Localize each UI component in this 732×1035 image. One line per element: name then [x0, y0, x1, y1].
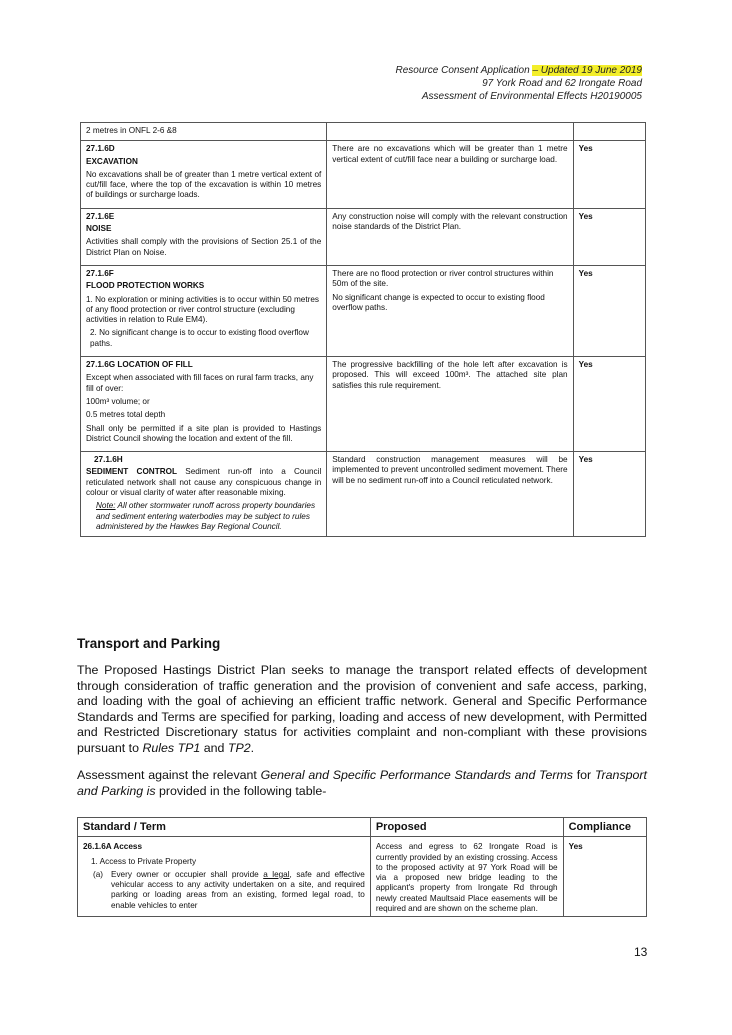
section-heading: Transport and Parking [77, 636, 221, 651]
rule-cell [81, 265, 327, 356]
rule-text: Activities shall comply with the provisions of Section 25.1 of the District Plan on Noise. [86, 237, 322, 257]
rule-title: EXCAVATION [86, 156, 138, 166]
rule-text: 2 metres in ONFL 2-6 &8 [86, 126, 177, 135]
table-row [81, 208, 646, 265]
column-header-proposed: Proposed [370, 818, 563, 837]
transport-standards-table [77, 817, 647, 917]
rule-note [96, 501, 321, 532]
rule-text: Shall only be permitted if a site plan is provided to Hastings District Council showing the location and extent of the fill. [86, 423, 322, 443]
rule-code: 26.1.6A Access [83, 842, 143, 852]
rule-code: 27.1.6E [86, 211, 115, 221]
rule-cell [81, 123, 327, 141]
rule-code: 27.1.6D [86, 144, 115, 154]
rule-code: 27.1.6F [86, 268, 114, 278]
rule-item: 2. No significant change is to occur to existing flood overflow paths. [90, 328, 309, 348]
header-update-highlight: – Updated 19 June 2019 [532, 65, 642, 76]
subitem-label: (a) [93, 869, 104, 879]
compliance-cell [573, 123, 645, 141]
compliance-cell [573, 208, 645, 265]
page-header [222, 64, 642, 103]
proposed-cell [327, 123, 573, 141]
rule-cell [81, 208, 327, 265]
paragraph-text: . [250, 740, 255, 755]
paragraph-text: The Proposed Hastings District Plan seeks to manage the transport related effects of development through consideration of traffic generation and the provision of convenient and safe access, parking, and loading with the goal of achieving an efficient traffic network. General and Specific Performance Standards and Terms are specified for parking, loading and access of new development, with Permitted and Restricted Discretionary status for activities complaint and non-compliant with these provisions pursuant to [77, 663, 647, 755]
rule-cell [81, 452, 327, 537]
compliance-cell [563, 837, 646, 917]
rule-cell [81, 357, 327, 452]
note-label: Note: [96, 501, 116, 511]
table-row [81, 123, 646, 141]
rule-text [86, 467, 321, 498]
proposed-text: There are no flood protection or river control structures within 50m of the site. [332, 268, 554, 289]
table-row [81, 265, 646, 356]
header-address: 97 York Road and 62 Irongate Road [482, 78, 642, 89]
paragraph-emphasis: Rules TP1 [142, 740, 201, 755]
compliance-value: Yes [578, 144, 593, 154]
table-row [81, 141, 646, 208]
subitem-text-part: , safe and effective vehicular access to any activity undertaken on a site, and required parking or loading areas from an existing, formed legal road, to enable vehicles to enter [111, 869, 365, 910]
column-header-compliance: Compliance [563, 818, 646, 837]
proposed-cell [327, 208, 573, 265]
paragraph-emphasis: General and Specific Performance Standards and Terms [260, 768, 574, 782]
proposed-cell [327, 452, 573, 537]
compliance-cell [573, 265, 645, 356]
paragraph-text: provided in the following table- [155, 783, 327, 798]
table-header-row [78, 818, 647, 837]
rule-body: Sediment run-off into a Council reticulated network shall not cause any conspicuous change in colour or visual clarity of water after reasonable mixing. [86, 467, 322, 498]
compliance-value: Yes [578, 211, 593, 221]
subitem-text-part: Every owner or occupier shall provide [111, 869, 264, 879]
rule-text: No excavations shall be of greater than 1 metre vertical extent of cut/fill face, where the top of the excavation is within 10 metres of buildings or surcharge loads. [86, 169, 322, 200]
rule-text: 100m³ volume; or [86, 396, 150, 406]
paragraph-emphasis: Transport and Parking is [77, 768, 647, 798]
proposed-cell [327, 265, 573, 356]
rule-text: 0.5 metres total depth [86, 410, 166, 420]
header-reference: Assessment of Environmental Effects H20190005 [421, 91, 642, 102]
compliance-value: Yes [568, 842, 583, 852]
rule-code: 27.1.6H [94, 455, 123, 465]
proposed-text: Any construction noise will comply with the relevant construction noise standards of the District Plan. [332, 211, 568, 232]
table-row [81, 452, 646, 537]
compliance-value: Yes [578, 360, 593, 370]
proposed-text: Access and egress to 62 Irongate Road is currently provided by an existing crossing. Access to the proposed activity at 97 York Road will be via a proposed new bridge leading to the applicant's property from Irongate Rd through newly created Maultsaid Place easements will be required and are shown on the scheme plan. [375, 842, 558, 914]
rule-text: Except when associated with fill faces on rural farm tracks, any fill of over: [86, 373, 314, 393]
body-paragraph [77, 768, 647, 799]
table-row [78, 837, 647, 917]
paragraph-emphasis: TP2 [227, 740, 251, 755]
table-row [81, 357, 646, 452]
body-paragraph [77, 663, 647, 757]
rule-subitem [93, 870, 365, 911]
rule-title: NOISE [86, 224, 112, 234]
rule-cell [78, 837, 371, 917]
compliance-value: Yes [578, 455, 593, 465]
paragraph-text: and [200, 740, 228, 755]
rule-title: SEDIMENT CONTROL [86, 467, 178, 477]
page-number: 13 [634, 945, 648, 959]
proposed-text: No significant change is expected to occur to existing flood overflow paths. [332, 292, 545, 312]
subitem-text [111, 870, 365, 911]
rule-item: 1. Access to Private Property [91, 856, 197, 866]
compliance-cell [573, 452, 645, 537]
column-header-standard: Standard / Term [78, 818, 371, 837]
note-text: All other stormwater runoff across property boundaries and sediment entering waterbodies may be subject to rules administered by the Hawkes Bay Regional Council. [96, 501, 316, 531]
paragraph-text: Assessment against the relevant [77, 768, 261, 782]
proposed-text: The progressive backfilling of the hole left after excavation is proposed. This will exceed 100m³. The attached site plan satisfies this rule requirement. [332, 360, 568, 390]
rule-title: FLOOD PROTECTION WORKS [86, 281, 205, 291]
proposed-text: Standard construction management measures will be implemented to prevent uncontrolled sediment movement. There will be no sediment run-off into a Council reticulated network. [332, 455, 568, 485]
subitem-underlined: a legal [263, 869, 290, 879]
proposed-cell [370, 837, 563, 917]
rules-compliance-table [80, 122, 646, 537]
rule-cell [81, 141, 327, 208]
header-title: Resource Consent Application [395, 65, 533, 76]
paragraph-text: for [573, 768, 595, 782]
proposed-cell [327, 357, 573, 452]
proposed-cell [327, 141, 573, 208]
rule-title: 27.1.6G LOCATION OF FILL [86, 360, 193, 370]
compliance-value: Yes [578, 268, 593, 278]
rule-item: 1. No exploration or mining activities is to occur within 50 metres of any flood protection or river control structure (excluding activities in relation to Rule EM4). [86, 294, 319, 325]
compliance-cell [573, 357, 645, 452]
compliance-cell [573, 141, 645, 208]
header-line-1 [222, 64, 642, 77]
proposed-text: There are no excavations which will be greater than 1 metre vertical extent of cut/fill face near a building or surcharge load. [332, 144, 568, 164]
